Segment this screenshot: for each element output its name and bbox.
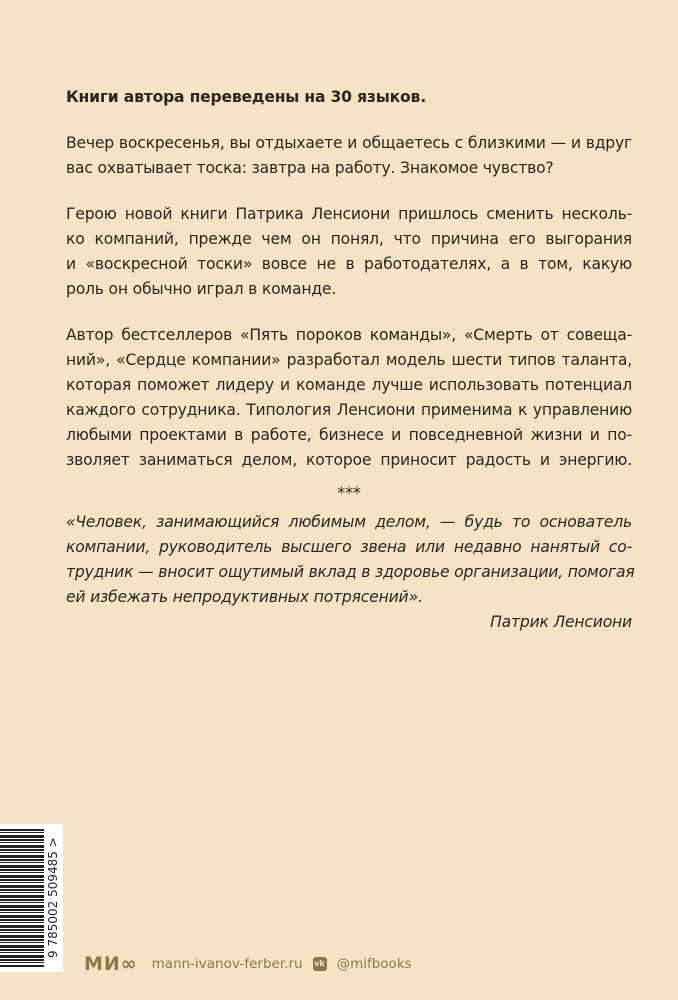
separator: *** [337, 483, 361, 502]
quote-line: трудник — вносит ощутимый вклад в здоровье организации, помогая [66, 563, 635, 581]
social-handle[interactable]: @mifbooks [336, 956, 412, 972]
paragraph-3 [66, 323, 632, 473]
text-line: вас охватывает тоска: завтра на работу. Знакомое чувство? [66, 159, 554, 177]
text-line: которая поможет лидеру и команде лучше использовать потенциал [66, 376, 632, 394]
text-line: зволяет заниматься делом, которое приносит радость и энергию. [66, 451, 632, 469]
paragraph-2 [66, 202, 632, 302]
publisher-logo: МИ∞ [84, 953, 138, 975]
text-line: ний», «Сердце компании» разработал модель шести типов таланта, [66, 351, 632, 369]
paragraph-1 [66, 131, 632, 181]
text-line: любыми проектами в работе, бизнесе и повседневной жизни и по- [66, 426, 632, 444]
quote-line: «Человек, занимающийся любимым делом, — будь то основатель [66, 513, 632, 531]
text-line: Вечер воскресенья, вы отдыхаете и общаетесь с близкими — и вдруг [66, 134, 632, 152]
text-line: Герою новой книги Патрика Ленсиони пришлось сменить несколь- [66, 205, 632, 223]
vk-icon: vk [313, 957, 327, 971]
text-line: роль он обычно играл в команде. [66, 280, 337, 298]
publisher-footer [84, 953, 412, 975]
text-line: каждого сотрудника. Типология Ленсиони применима к управлению [66, 401, 632, 419]
quote-line: компании, руководитель высшего звена или недавно нанятый со- [66, 538, 632, 556]
quote [66, 510, 635, 610]
website-link[interactable]: mann-ivanov-ferber.ru [151, 956, 303, 972]
text-line: Автор бестселлеров «Пять пороков команды», «Смерть от совеща- [66, 326, 632, 344]
back-cover-text [66, 85, 635, 635]
text-line: и «воскресной тоски» вовсе не в работодателях, а в том, какую [66, 255, 632, 273]
text-line: ко компаний, прежде чем он понял, что причина его выгорания [66, 230, 632, 248]
barcode [0, 824, 63, 972]
barcode-bars [0, 829, 44, 967]
quote-line: ей избежать непродуктивных потрясений». [66, 588, 423, 606]
intro-line: Книги автора переведены на 30 языков. [66, 88, 426, 106]
isbn-number: 9 785002 509485 > [46, 837, 60, 959]
quote-author: Патрик Ленсиони [490, 613, 632, 631]
